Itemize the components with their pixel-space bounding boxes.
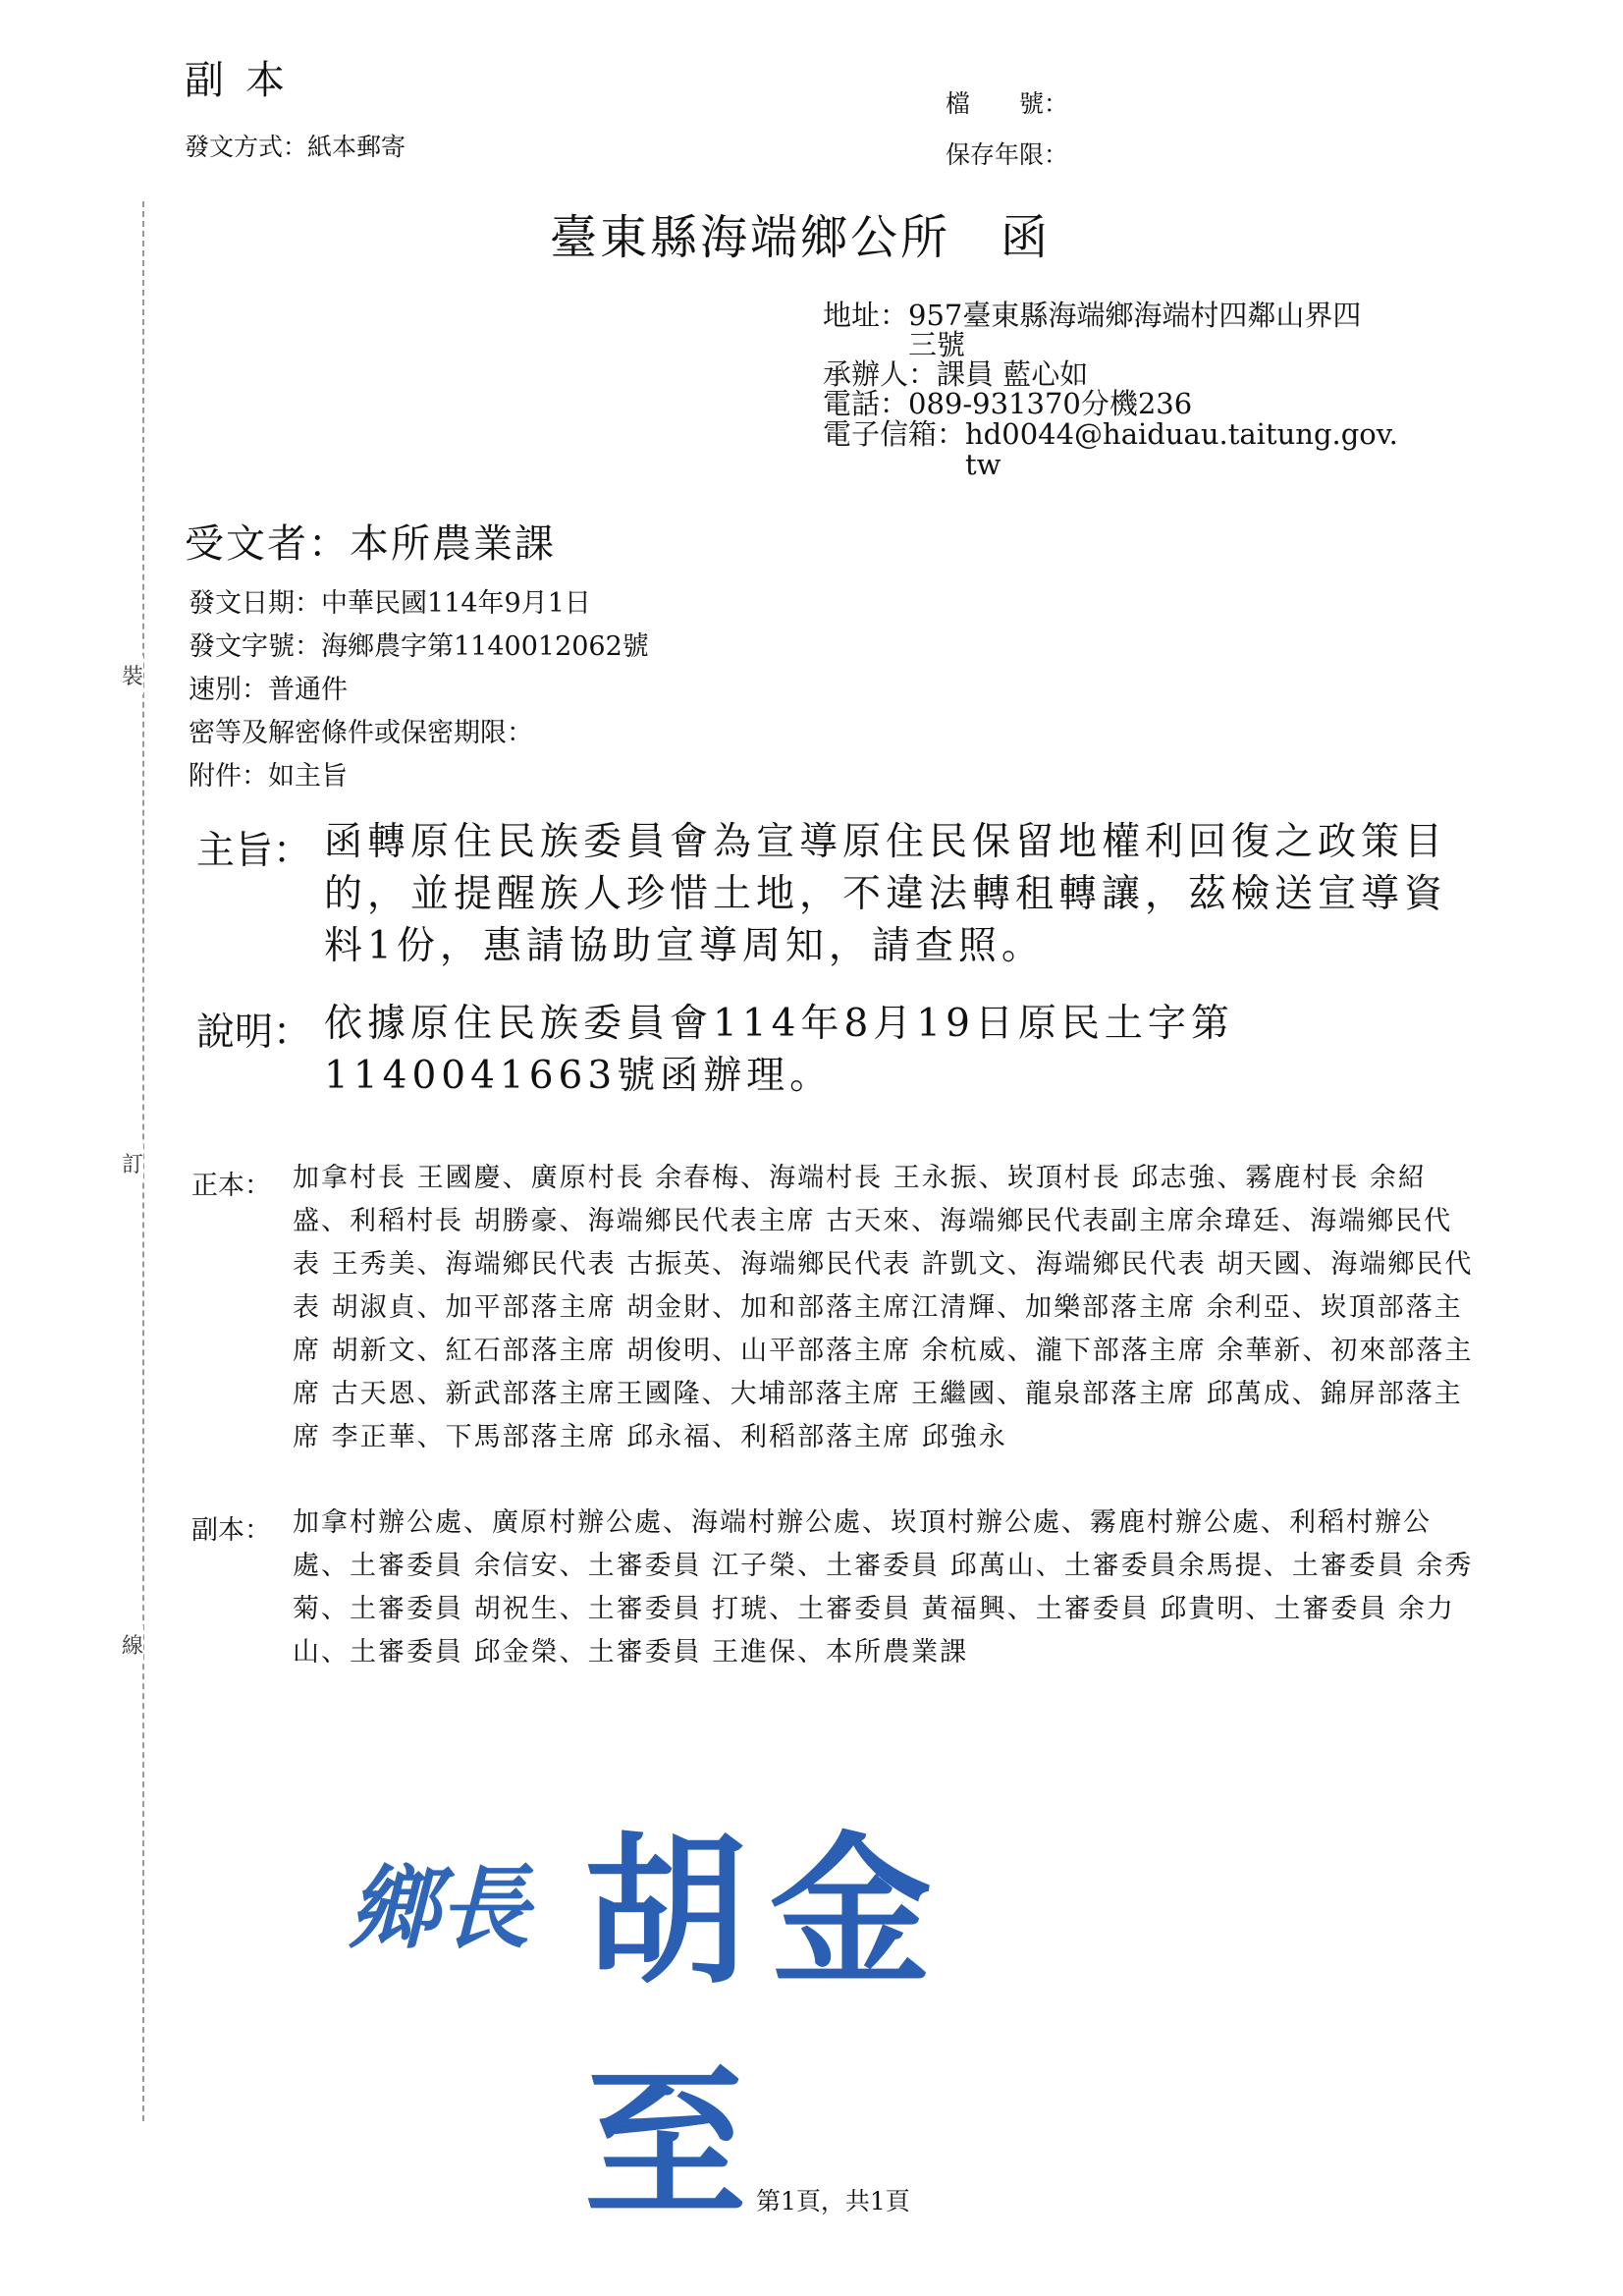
binding-mark-zhuang: 裝 — [122, 656, 143, 694]
document-title: 臺東縣海端鄉公所 函 — [550, 210, 1052, 265]
original-recipients-label: 正本： — [191, 1171, 271, 1201]
retention-label: 保存年限： — [946, 140, 1069, 169]
page-number: 第1頁，共1頁 — [756, 2187, 910, 2215]
handler: 承辦人：課員 藍心如 — [823, 357, 1089, 391]
copies-text: 加拿村辦公處、廣原村辦公處、海端村辦公處、崁頂村辦公處、霧鹿村辦公處、利稻村辦公處、土審委員 余信安、土審委員 江子榮、土審委員 邱萬山、土審委員余馬提、土審委員 余秀菊、土審委員 胡祝生、土審委員 打琥、土審委員 黃福興、土審委員 邱貴明、土審委員 余力山、土審委員 邱金榮、土審委員 王進保、本所農業課 — [293, 1507, 1474, 1667]
secrecy-level: 密等及解密條件或保密期限： — [189, 718, 533, 748]
copies-label: 副本： — [191, 1515, 271, 1546]
email-line-2: tw — [823, 448, 1001, 481]
email-line-1: 電子信箱：hd0044@haiduau.taitung.gov. — [823, 417, 1398, 451]
issue-date: 發文日期：中華民國114年9月1日 — [189, 588, 591, 619]
binding-mark-ding: 訂 — [122, 1144, 143, 1182]
address-line-2: 三號 — [823, 328, 966, 361]
document-number: 發文字號：海鄉農字第1140012062號 — [189, 631, 649, 662]
explanation-label: 說明： — [196, 1011, 312, 1055]
file-number-label: 檔 號： — [946, 89, 1069, 118]
stamp-name: 胡金至 — [584, 1816, 955, 2239]
phone: 電話：089-931370分機236 — [823, 387, 1193, 420]
explanation-text: 依據原住民族委員會114年8月19日原民土字第1140041663號函辦理。 — [324, 1002, 1234, 1098]
subject-label: 主旨： — [196, 829, 312, 873]
address-line-1: 地址：957臺東縣海端鄉海端村四鄰山界四 — [823, 299, 1362, 332]
original-recipients-text: 加拿村長 王國慶、廣原村長 余春梅、海端村長 王永振、崁頂村長 邱志強、霧鹿村長 余紹盛、利稻村長 胡勝豪、海端鄉民代表主席 古天來、海端鄉民代表副主席余瑋廷、海端鄉民代表 王秀美、海端鄉民代表 古振英、海端鄉民代表 許凱文、海端鄉民代表 胡天國、海端鄉民代表 胡淑貞、加平部落主席 胡金財、加和部落主席江清輝、加樂部落主席 余利亞、崁頂部落主席 胡新文、紅石部落主席 胡俊明、山平部落主席 余杭威、瀧下部落主席 余華新、初來部落主席 古天恩、新武部落主席王國隆、大埔部落主席 王繼國、龍泉部落主席 邱萬成、錦屏部落主席 李正華、下馬部落主席 邱永福、利稻部落主席 邱強永 — [293, 1163, 1474, 1452]
speed-class: 速別：普通件 — [189, 675, 348, 705]
subject-text: 函轉原住民族委員會為宣導原住民保留地權利回復之政策目的，並提醒族人珍惜土地，不違法轉租轉讓，茲檢送宣導資料1份，惠請協助宣導周知，請查照。 — [324, 820, 1448, 968]
stamp-title: 鄉長 — [349, 1855, 530, 1961]
binding-mark-xian: 線 — [122, 1625, 143, 1664]
attachment: 附件：如主旨 — [189, 761, 348, 792]
copy-mark: 副本 — [185, 58, 306, 103]
send-method: 發文方式：紙本郵寄 — [185, 133, 406, 161]
recipient: 受文者：本所農業課 — [185, 521, 556, 567]
